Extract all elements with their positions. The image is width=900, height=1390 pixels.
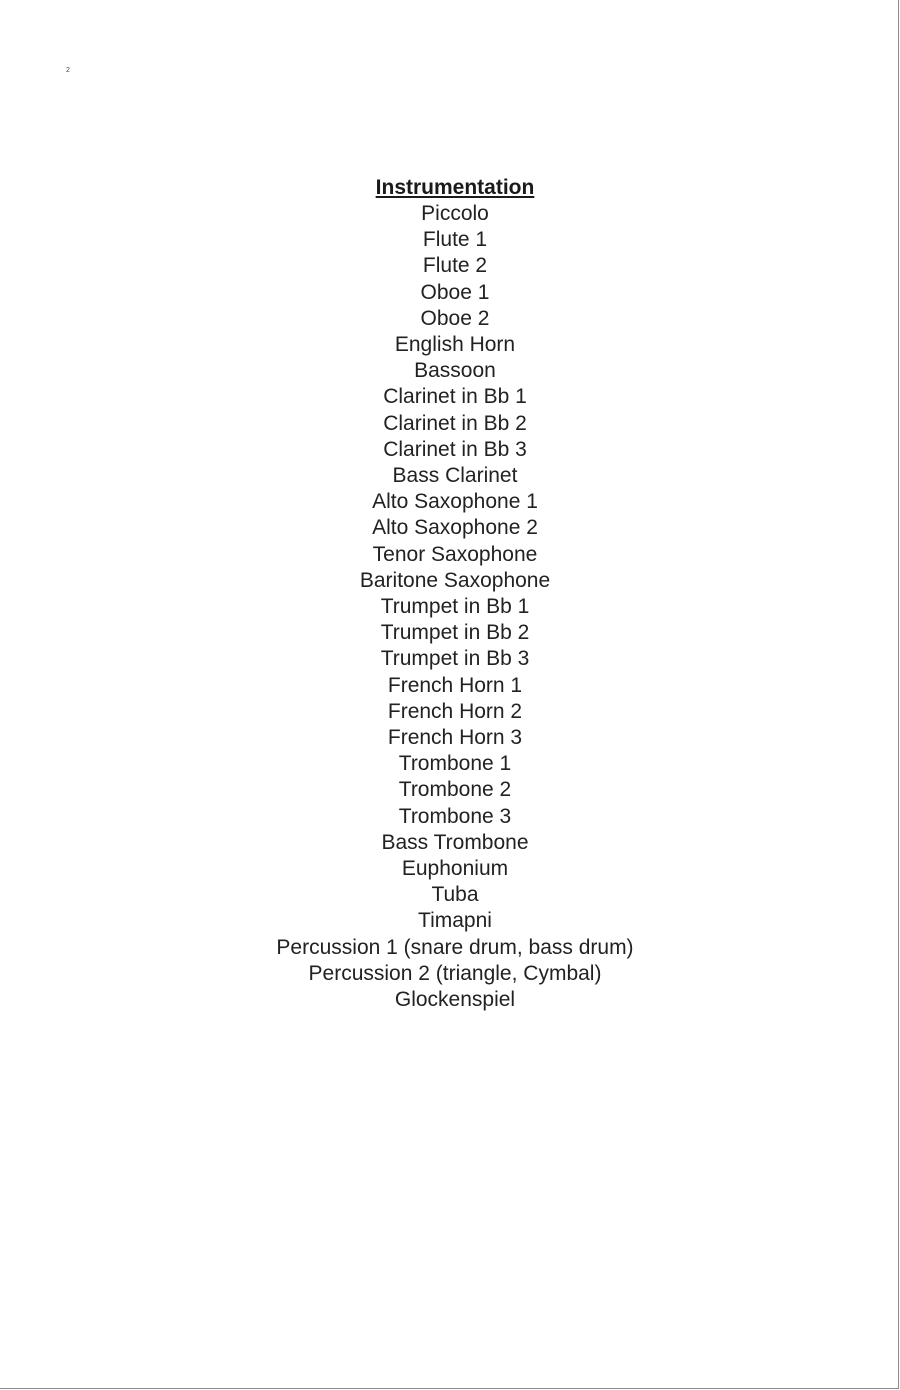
instrument-list-item: Alto Saxophone 2 bbox=[372, 516, 538, 540]
instrument-list-item: Tuba bbox=[431, 883, 479, 907]
page-number: 2 bbox=[66, 67, 70, 74]
instrument-list-item: Piccolo bbox=[421, 202, 489, 225]
instrument-list-item: Flute 2 bbox=[422, 254, 488, 278]
instrument-list-item: Trombone 3 bbox=[398, 804, 512, 828]
instrument-list-item: Baritone Saxophone bbox=[359, 568, 551, 592]
instrument-list-item: Timapni bbox=[418, 909, 492, 933]
instrumentation-section bbox=[0, 174, 900, 1013]
instrument-list-item: Percussion 1 (snare drum, bass drum) bbox=[276, 935, 634, 959]
instrument-list-item: Bass Clarinet bbox=[392, 464, 518, 488]
instrument-list-item: French Horn 3 bbox=[387, 726, 523, 750]
instrument-list-item: Glockenspiel bbox=[394, 988, 516, 1012]
instrument-list-item: Percussion 2 (triangle, Cymbal) bbox=[308, 961, 602, 985]
instrument-list-item: Oboe 2 bbox=[420, 306, 490, 330]
instrument-list-item: Clarinet in Bb 3 bbox=[383, 437, 527, 461]
instrument-list-item: Alto Saxophone 1 bbox=[372, 490, 538, 514]
instrument-list-item: Flute 1 bbox=[422, 228, 488, 252]
instrument-list bbox=[0, 201, 900, 1013]
instrument-list-item: Trombone 2 bbox=[398, 778, 512, 802]
instrument-list-item: English Horn bbox=[394, 333, 516, 357]
instrument-list-item: Bassoon bbox=[414, 359, 496, 383]
instrument-list-item: Trumpet in Bb 1 bbox=[380, 595, 530, 619]
instrument-list-item: Trombone 1 bbox=[398, 752, 512, 776]
instrument-list-item: French Horn 2 bbox=[387, 699, 523, 723]
instrument-list-item: Tenor Saxophone bbox=[372, 542, 538, 566]
instrument-list-item: Bass Trombone bbox=[381, 830, 529, 854]
instrument-list-item: Trumpet in Bb 2 bbox=[380, 621, 530, 645]
instrument-list-item: French Horn 1 bbox=[387, 673, 523, 697]
instrument-list-item: Trumpet in Bb 3 bbox=[380, 647, 530, 671]
instrument-list-item: Clarinet in Bb 2 bbox=[383, 411, 527, 435]
instrument-list-item: Oboe 1 bbox=[420, 280, 490, 304]
instrument-list-item: Clarinet in Bb 1 bbox=[383, 385, 527, 409]
instrumentation-heading: Instrumentation bbox=[375, 176, 535, 199]
instrument-list-item: Euphonium bbox=[401, 857, 509, 881]
